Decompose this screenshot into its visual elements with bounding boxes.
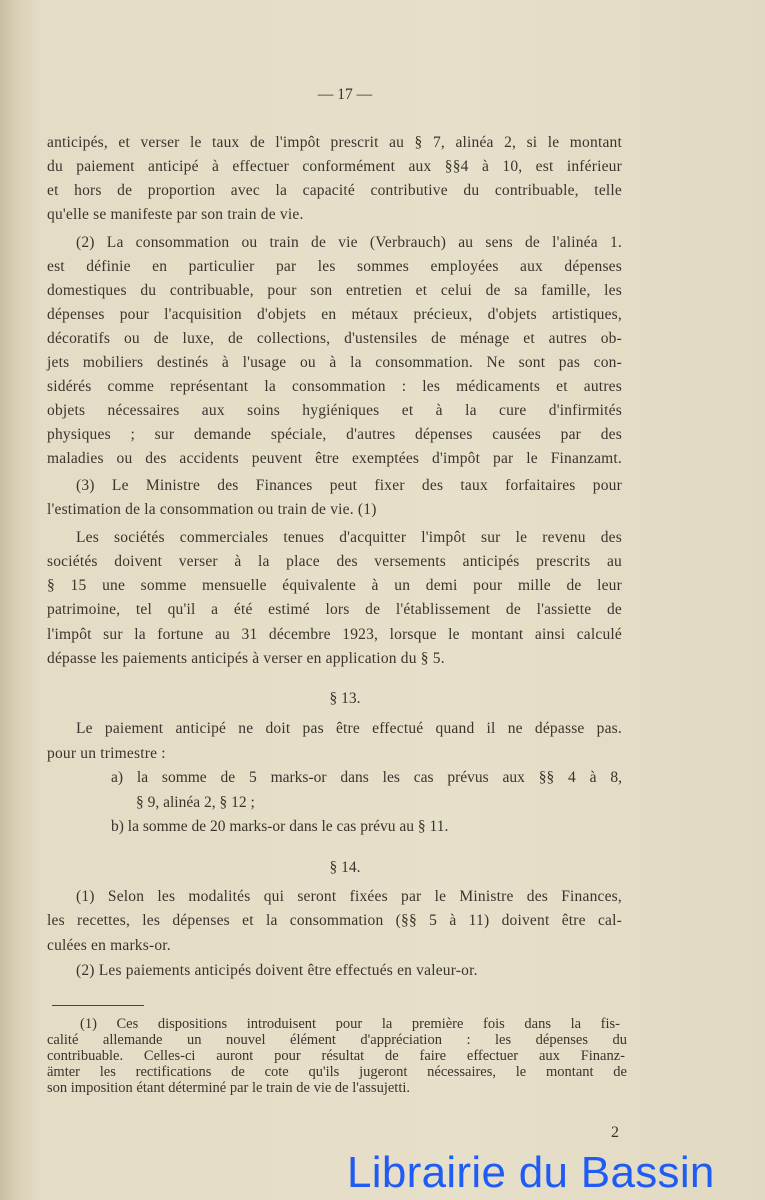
text-line: (2) La consommation ou train de vie (Verbrauch) au sens de l'alinéa 1.: [76, 234, 622, 251]
section-14-heading: § 14.: [329, 859, 361, 876]
text-line: dépasse les paiements anticipés à verser en application du § 5.: [47, 650, 445, 667]
text-line: qu'elle se manifeste par son train de vie.: [47, 206, 304, 223]
signature-mark: 2: [611, 1124, 619, 1141]
text-line: les recettes, les dépenses et la consommation (§§ 5 à 11) doivent être cal-: [47, 912, 622, 929]
text-line: (2) Les paiements anticipés doivent être effectués en valeur-or.: [76, 962, 478, 979]
text-line: l'estimation de la consommation ou train de vie. (1): [47, 501, 377, 518]
text-line: pour un trimestre :: [47, 745, 166, 762]
page-number: — 17 —: [317, 86, 373, 103]
text-line: (3) Le Ministre des Finances peut fixer des taux forfaitaires pour: [76, 477, 622, 494]
footnote-divider: [52, 1005, 144, 1006]
text-line: l'impôt sur la fortune au 31 décembre 1923, lorsque le montant ainsi calculé: [47, 626, 622, 643]
list-item-b: b) la somme de 20 marks-or dans le cas prévu au § 11.: [111, 818, 449, 835]
footnote-line: son imposition étant déterminé par le train de vie de l'assujetti.: [47, 1080, 411, 1096]
footnote-line: ämter les rectifications de cote qu'ils jugeront nécessaires, le montant de: [47, 1064, 627, 1080]
text-line: § 15 une somme mensuelle équivalente à un demi pour mille de leur: [47, 577, 622, 594]
text-line: physiques ; sur demande spéciale, d'autres dépenses causées par des: [47, 426, 622, 443]
text-line: dépenses pour l'acquisition d'objets en métaux précieux, d'objets artistiques,: [47, 306, 622, 323]
watermark: Librairie du Bassin: [347, 1148, 715, 1197]
text-line: sidérés comme représentant la consommation : les médicaments et autres: [47, 378, 622, 395]
list-item-a: a) la somme de 5 marks-or dans les cas prévus aux §§ 4 à 8,: [111, 769, 622, 786]
text-line: objets nécessaires aux soins hygiéniques et à la cure d'infirmités: [47, 402, 622, 419]
list-item-a-cont: § 9, alinéa 2, § 12 ;: [136, 794, 255, 811]
text-line: et hors de proportion avec la capacité contributive du contribuable, telle: [47, 182, 622, 199]
section-13-heading: § 13.: [329, 690, 361, 707]
text-line: Les sociétés commerciales tenues d'acquitter l'impôt sur le revenu des: [76, 529, 622, 546]
text-line: sociétés doivent verser à la place des versements anticipés prescrits au: [47, 553, 622, 570]
text-line: patrimoine, tel qu'il a été estimé lors de l'établissement de l'assiette de: [47, 601, 622, 618]
footnote-line: calité allemande un nouvel élément d'appréciation : les dépenses du: [47, 1032, 627, 1048]
text-line: maladies ou des accidents peuvent être exemptées d'impôt par le Finanzamt.: [47, 450, 622, 467]
text-line: est définie en particulier par les sommes employées aux dépenses: [47, 258, 622, 275]
text-line: du paiement anticipé à effectuer conformément aux §§4 à 10, est inférieur: [47, 158, 622, 175]
text-line: domestiques du contribuable, pour son entretien et celui de sa famille, les: [47, 282, 622, 299]
footnote-line: (1) Ces dispositions introduisent pour la première fois dans la fis-: [80, 1016, 620, 1032]
text-line: jets mobiliers destinés à l'usage ou à la consommation. Ne sont pas con-: [47, 354, 622, 371]
footnote-line: contribuable. Celles-ci auront pour résultat de faire effectuer aux Finanz-: [47, 1048, 625, 1064]
text-line: décoratifs ou de luxe, de collections, d'ustensiles de ménage et autres ob-: [47, 330, 622, 347]
text-line: anticipés, et verser le taux de l'impôt prescrit au § 7, alinéa 2, si le montant: [47, 134, 622, 151]
text-line: (1) Selon les modalités qui seront fixées par le Ministre des Finances,: [76, 888, 622, 905]
text-line: culées en marks-or.: [47, 937, 171, 954]
text-line: Le paiement anticipé ne doit pas être effectué quand il ne dépasse pas.: [76, 720, 622, 737]
